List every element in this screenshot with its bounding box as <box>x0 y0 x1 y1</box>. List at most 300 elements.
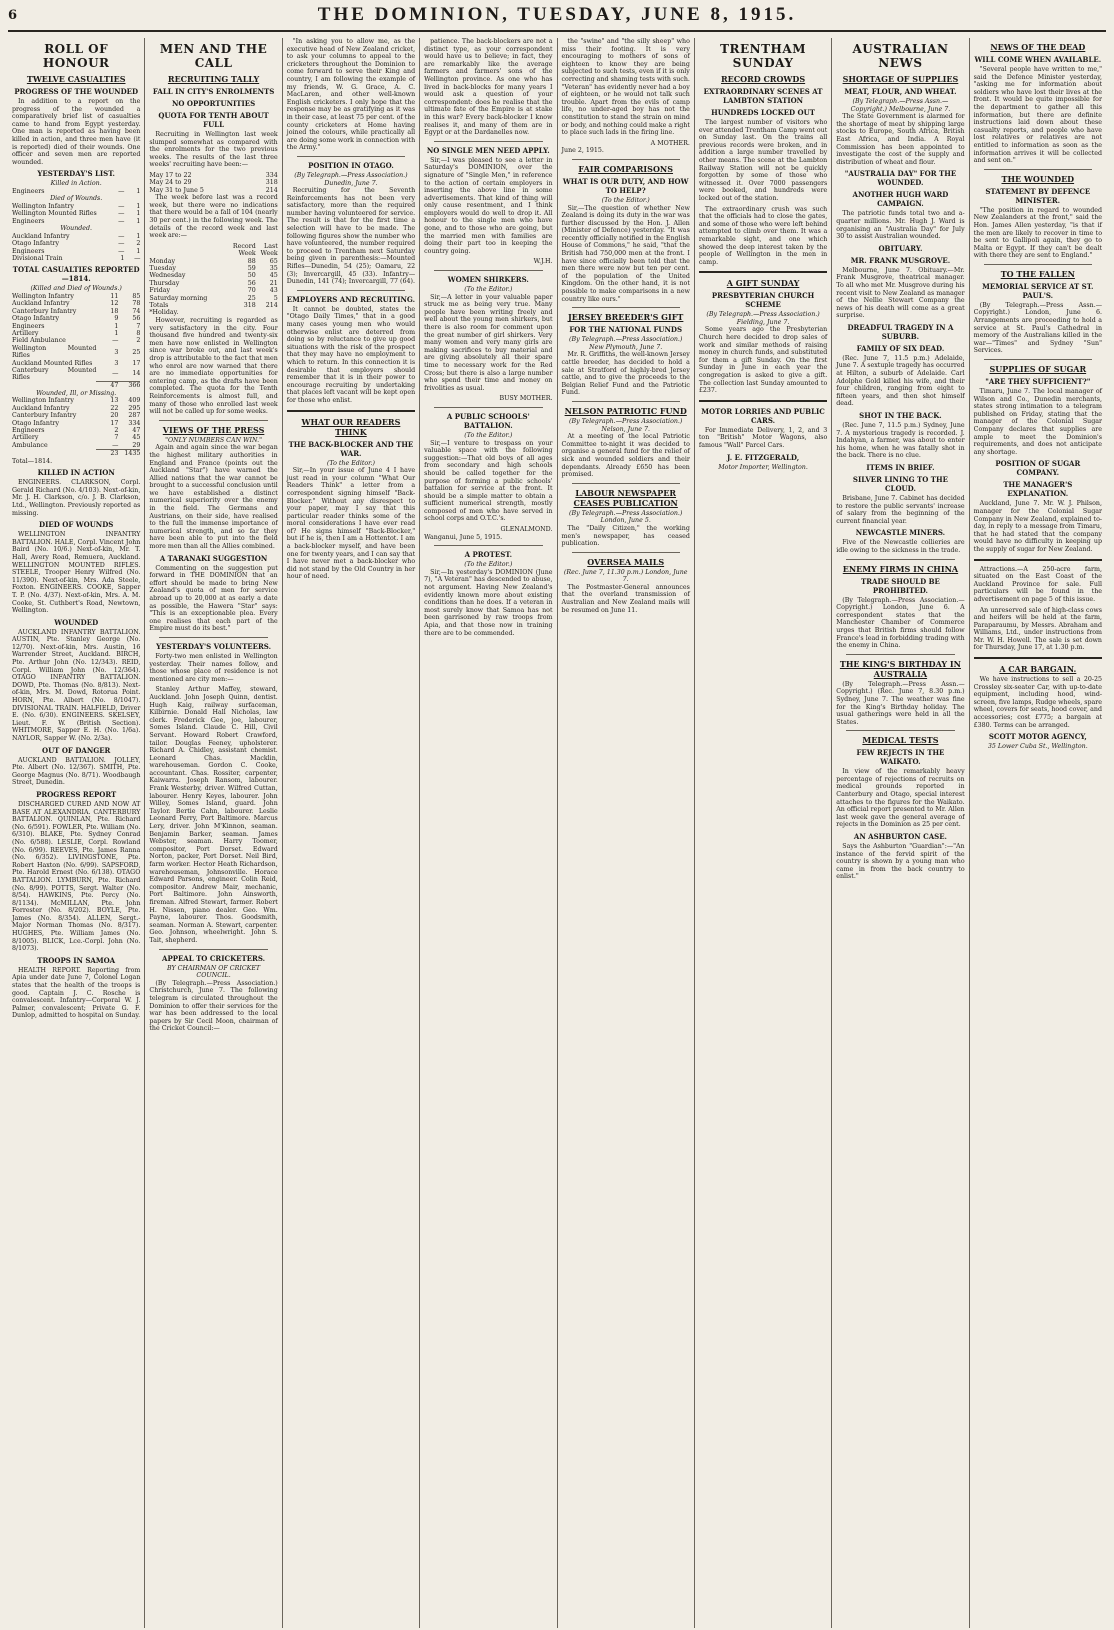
subheading: BY CHAIRMAN OF CRICKET COUNCIL. <box>166 964 261 980</box>
column-trentham-sunday <box>695 38 832 1628</box>
row-value: 366 <box>118 382 140 390</box>
row-label: Wellington Mounted Rifles <box>12 344 97 360</box>
row-label: Engineers <box>12 322 45 330</box>
table-row <box>149 302 277 309</box>
subheading: A PROTEST. <box>464 550 512 560</box>
dateline: (To the Editor.) <box>464 561 513 569</box>
row-value: — <box>112 441 119 449</box>
table-row <box>149 295 277 302</box>
article-headline: TRENTHAM SUNDAY <box>720 42 806 70</box>
table-row <box>149 243 277 258</box>
row-label: Divisional Train <box>12 254 63 262</box>
subheading: WHAT IS OUR DUTY, AND HOW TO HELP? <box>562 176 689 195</box>
subheading: STATEMENT BY DEFENCE MINISTER. <box>985 186 1091 205</box>
recruiting-weeks-table <box>149 172 277 194</box>
article-body: The Postmaster-General announces that the overland transmission of Australian and New Zealand mails will be resumed on June 11. <box>561 583 690 614</box>
subheading: "ARE THEY SUFFICIENT?" <box>985 377 1091 387</box>
advertiser-address: 35 Lower Cuba St., Wellington. <box>987 743 1088 751</box>
subheading: EXTRAORDINARY SCENES AT LAMBTON STATION <box>703 87 823 105</box>
table-row <box>12 420 140 427</box>
table-row <box>12 427 140 434</box>
advertisement-body: Attractions.—A 250-acre farm, situated on the East Coast of the Auckland Province for sale. Full particulars will be found in the advertisement on page 5 of this issue. <box>973 565 1102 603</box>
row-label: Wellington Mounted Rifles <box>12 210 97 218</box>
row-label: Otago Infantry <box>12 240 60 248</box>
table-row <box>149 187 277 194</box>
article-body: Commenting on the suggestion put forward in THE DOMINION that an effort should be made to bring New Zealand's quota of men for service abroad up to 20,000 at as early a date as possible, the Hawera "Star" says: "This is an exceptionable plea. Every one realises that each part of the Empire must do its best." <box>149 564 278 633</box>
table-row <box>12 367 140 382</box>
dateline: (By Telegraph.—Press Assn.—Copyright.) Melbourne, June 7. <box>850 98 951 113</box>
row-value: — <box>118 202 125 210</box>
subheading: PROGRESS OF THE WOUNDED <box>14 87 139 96</box>
table-row <box>12 330 140 337</box>
article-body: The patriotic funds total two and a-quarter millions. Mr. Hugh J. Ward is organising an "Australia Day" for July 30 to assist Australian wounded. <box>836 210 965 241</box>
row-label: Auckland Infantry <box>12 232 70 240</box>
row-label: Wellington Infantry <box>12 397 74 405</box>
column-4 <box>420 38 557 1628</box>
row-value: 23 <box>96 450 118 458</box>
footnote: *Holiday. <box>149 309 179 317</box>
row-value: 29 <box>132 441 141 449</box>
row-label: Canterbury Infantry <box>12 307 77 315</box>
row-label: Field Ambulance <box>12 337 66 345</box>
dateline: (To the Editor.) <box>464 431 513 439</box>
article-body: Sir,—I venture to trespass on your valuable space with the following suggestion:—That old boys of all ages from secondary and high schools should be called together for the purpose of forming a public schools' battalion for service at the front. It should be a simple matter to obtain a sufficient numerical strength, mostly composed of men who have served in school corps and O.T.C.'s. <box>424 439 553 523</box>
subheading: POSITION OF SUGAR COMPANY. <box>995 459 1081 478</box>
row-label: Wednesday <box>149 272 186 280</box>
row-label: Artillery <box>12 330 39 337</box>
dateline: (To the Editor.) <box>326 459 375 467</box>
article-headline: A GIFT SUNDAY <box>726 278 800 289</box>
row-value: 17 <box>132 359 141 367</box>
row-label: Thursday <box>149 279 180 287</box>
section-heading: WOUNDED <box>54 617 99 627</box>
row-value: 74 <box>132 307 141 315</box>
row-value: 35 <box>269 264 278 272</box>
row-value: 65 <box>269 257 278 265</box>
article-body: the "swine" and "the silly sheep" who miss their footing. It is very encouraging to mothers of sons of eighteen to know they are being subjected to such tests, even if it is only correcting and shaming tests with such. "Veteran" has evidently never had a boy of eighteen, or he would not talk such trouble. Apart from the evils of camp life, no under-aged boy has not the constitution to stand the strain on mind or body, and nothing could make a right to place such lads in the firing line. <box>561 38 690 137</box>
row-value: — <box>118 210 125 218</box>
row-value: 409 <box>128 397 141 405</box>
article-headline: NELSON PATRIOTIC FUND <box>564 405 687 416</box>
advertisement-body: For Immediate Delivery, 1, 2, and 3 ton "British" Motor Wagons, also famous "Wall" Parcel Cars. <box>698 426 828 449</box>
row-label: Engineers <box>12 426 45 434</box>
article-body: In view of the remarkably heavy percentage of rejections of recruits on medical grounds reported in Canterbury and Otago, special interest attaches to the figures for the Waikato. An official report presented to Mr. Allen last week gave the general average of rejects in the Dominion as 25 per cent. <box>836 768 965 829</box>
casualty-table <box>12 188 140 195</box>
subheading: Wounded, Ill, or Missing. <box>36 389 117 397</box>
table-row <box>149 172 277 179</box>
advertiser-name: SCOTT MOTOR AGENCY, <box>988 732 1087 742</box>
subheading: FALL IN CITY'S ENROLMENTS <box>152 87 275 96</box>
article-body: The largest number of visitors who ever attended Trentham Camp went out on Sunday last. On the trains all previous records were broken, and in addition a large number travelled by other means. The scene at the Lambton Railway Station will not be quickly forgotten by some of those who witnessed it. Over 7000 passengers were booked, and hundreds were locked out of the station. <box>698 119 828 202</box>
row-label: Engineers <box>12 217 45 225</box>
row-label: Monday <box>149 257 176 265</box>
article-headline: NEWS OF THE DEAD <box>990 42 1086 52</box>
subheading: (Killed and Died of Wounds.) <box>30 285 122 293</box>
article-body: The State Government is alarmed for the shortage of meat by shipping large stocks to Europe, South Africa, British East Africa, and India. A Royal Commission has been appointed to investigate the cost of the supply and distribution of wheat and flour. <box>836 113 965 166</box>
row-value: 318 <box>265 179 278 187</box>
row-label: Canterbury Infantry <box>12 412 77 420</box>
row-value: 17 <box>110 419 119 427</box>
row-value: 47 <box>132 426 141 434</box>
subheading: RECRUITING TALLY <box>167 74 260 84</box>
row-value: 20 <box>110 412 119 420</box>
subheading: A PUBLIC SCHOOLS' BATTALION. <box>446 411 530 430</box>
table-row <box>12 210 140 217</box>
article-body: Sir,—A letter in your valuable paper struck me as being very true. Many people have been writing freely and well about the young men shirkers, but there is also room for comment upon the great number of girl shirkers. Very many women and very many girls are making sacrifices to buy material and are giving absolutely all their spare time to necessary work for the Red Cross; but there is also a large number who spend their time and money on frivolities as usual. <box>424 293 553 392</box>
casualty-table <box>12 397 140 457</box>
dateline: (To the Editor.) <box>464 286 513 294</box>
section-body: HEALTH REPORT. Reporting from Apia under date June 7, Colonel Logan states that the health of the troops is good. Captain J. C. Rosche is convalescent. Infantry—Corporal W. J. Palmer, convalescent; Private G. F. Dunlop, admitted to hospital on Sunday. <box>12 966 141 1020</box>
subheading: EMPLOYERS AND RECRUITING. <box>286 294 416 304</box>
section-body: ENGINEERS. CLARKSON, Corpl. Gerald Richard (No. 4/103). Next-of-kin, Mr. J. H. Clarkson, c/o. J. B. Clarkson, Ltd., Wellington. Previously reported as missing. <box>12 479 141 517</box>
table-row <box>12 218 140 225</box>
dateline: (By Telegraph.—Press Association.) Nelson, June 7. <box>568 417 683 433</box>
row-value: 12 <box>110 300 119 308</box>
dateline: (By Telegraph.—Press Association.) Dunedin, June 7. <box>294 171 408 187</box>
subheading: Wounded. <box>60 225 93 233</box>
table-row <box>12 293 140 300</box>
row-value: 318 <box>243 302 256 309</box>
row-label: Auckland Infantry <box>12 404 70 412</box>
article-body: (By Telegraph.—Press Association.) Christchurch, June 7. The following telegram is circulated throughout the Dominion to offer their services for the war has been addressed to the local papers by Sir Cecil Moon, chairman of the Cricket Council:— <box>149 979 278 1033</box>
section-heading: PROGRESS REPORT <box>36 789 117 799</box>
signature-place: Wanganui, June 5, 1915. <box>424 533 503 541</box>
table-row <box>12 315 140 322</box>
article-body: "Several people have written to me," said the Defence Minister yesterday, "asking me for information about soldiers who have lost their lives at the front. It would be quite impossible for the department to gather all this information, but there are definite instructions laid down about these casualty reports, and people who have lost relatives or relatives are not entitled to information as soon as the information arrives it will be collected and sent on." <box>973 66 1102 165</box>
table-row <box>12 405 140 412</box>
masthead <box>8 0 1106 32</box>
row-value: 1 <box>114 322 119 330</box>
table-row <box>149 272 277 279</box>
table-row <box>12 203 140 210</box>
article-body: Sir,—I was pleased to see a letter in Saturday's DOMINION, over the signature of "Single Men," in reference to the action of certain employers in inserting the above line in some advertisements. That kind of thing will only cause resentment, and I think employers would do well to drop it. All honour to the single men who have gone, and to those who are going, but the married men with families are doing their part too in keeping the country going. <box>424 156 553 255</box>
volunteer-names: Stanley Arthur Maffey, steward, Auckland. John Joseph Quinn, dentist. Hugh Kaig, railway surfaceman, Kilbirnie. Donald Hall Nicholas, law clerk. Frederick Gee, joe, labourer, Somes Island. Claude C. Hill, Civil Servant. Howard Robert Crawford, tailor. Douglas Feeney, upholsterer. Richard A. Chidley, assistant chemist. Leonard Chas. Macklin, warehouseman. Gordon C. Cooke, accountant. Chas. Rossiter, carpenter, Kaiwarra. Joseph Ransom, labourer. Frank Westerby, driver. Wilfred Cuttan, labourer. Henry Keyes, labourer. John Willey, Somes Island, guard. John Taylor. Bertie Cahn, labourer. Leslie Leonard Perry, Port Baltimore. Marcus Lery, driver. John M'Kinnon, seaman. Benjamin Barker, seaman. James Webster, seaman. Harry Toomer, compositor, Port Dorset. Edward Norton, packer, Port Dorset. Neil Bird, farm worker. Hector Heath Richardson, warehouseman, Johnsonville. Horace Edward Parsons, engineer. Colin Reid, compositor. Andrew Mair, mechanic, Port Baltimore. John Ainsworth, fireman. Alfred Stewart, farmer. Robert H. Nissen, piano dealer. Geo. Wm. Payne, labourer. Thos. Goodsmith, seaman. Norman A. Stewart, carpenter. Geo. Johnson, wheelwright. John S. Tait, shepherd. <box>149 686 278 944</box>
row-label: Engineers <box>12 187 45 195</box>
subheading: TOTAL CASUALTIES REPORTED—1814. <box>12 265 140 284</box>
article-body: Sir,—In yesterday's DOMINION (June 7), "A Veteran" has descended to abuse, not argument. Having New Zealand's evidently known more about existing conditions than he does. If a veteran in most surely know that Samoa has not been garrisoned by raw troops from Apia, and that those now in training there are to be commended. <box>424 568 553 637</box>
row-value: — <box>112 370 119 378</box>
subheading: TWELVE CASUALTIES <box>26 74 126 84</box>
article-body: (By Telegraph.—Press Association.—Copyright.) London, June 6. A correspondent states that the Manchester Chamber of Commerce urges that British firms should follow France's lead in forbidding trading with the enemy in China. <box>836 596 965 650</box>
subheading: RECORD CROWDS <box>720 74 806 84</box>
subheading: ITEMS IN BRIEF. <box>866 463 935 472</box>
column-australian-news <box>832 38 969 1628</box>
row-value: 85 <box>132 292 141 300</box>
row-value: Last Week <box>260 242 278 258</box>
recruiting-days-table <box>149 243 277 310</box>
row-value: 50 <box>247 272 256 280</box>
article-headline: FAIR COMPARISONS <box>578 163 674 174</box>
page-number: 6 <box>8 7 18 23</box>
article-body: Mr. R. Griffiths, the well-known Jersey cattle breeder, has decided to hold a sale at Stratford of highly-bred Jersey cattle, and to give the proceeds to the Belgian Relief Fund and the Patriotic Fund. <box>561 351 690 397</box>
subheading: MEMORIAL SERVICE AT ST. PAUL'S. <box>982 281 1094 300</box>
row-value: 1435 <box>118 450 140 458</box>
row-label: May 24 to 29 <box>149 179 192 187</box>
article-headline: AUSTRALIAN NEWS <box>852 42 949 70</box>
row-value: 1 <box>136 247 141 255</box>
row-value: 18 <box>110 307 119 315</box>
subheading: DREADFUL TRAGEDY IN A SUBURB. <box>847 322 954 341</box>
subheading: YESTERDAY'S LIST. <box>37 169 115 179</box>
article-headline: MEDICAL TESTS <box>862 735 939 746</box>
row-value: 287 <box>128 412 141 420</box>
columns <box>8 38 1106 1628</box>
article-body: Recruiting for the Seventh Reinforcements has not been very satisfactory, more than the required number having volunteered for service. The result is that for the first time a selection will have to be made. The following figures show the number who have volunteered, the number required to proceed to Trentham next Saturday being given in parenthesis:—Mounted Rifles—Dunedin, 54 (25); Oamaru, 22 (3); Invercargill, 45 (33). Infantry—Dunedin, 141 (74); Invercargill, 77 (64). <box>286 187 416 286</box>
row-value: 334 <box>128 419 141 427</box>
subheading: TRADE SHOULD BE PROHIBITED. <box>861 576 940 595</box>
row-value: 56 <box>247 279 256 287</box>
article-body: The week before last was a record week, but there were no indications that there would be a fall of 104 (nearly 30 per cent.) in the following week. The details of the record week and last week are:— <box>149 194 278 240</box>
article-body: Brisbane, June 7. Cabinet has decided to restore the public servants' increase of salary from the beginning of the current financial year. <box>836 495 965 525</box>
article-body: It cannot be doubted, states the "Otago Daily Times," that in a good many cases young men who would otherwise enlist are deterred from doing so by reluctance to give up good situations with the risk of the prospect that they may have no employment to which to return. In this connection it is desirable that employers should remember that it is in their power to encourage recruiting by undertaking that places left vacant will be kept open for those who enlist. <box>286 305 416 404</box>
row-value: 45 <box>132 434 141 442</box>
article-body: In addition to a report on the progress of the wounded a comparatively brief list of casualties came to hand from Egypt yesterday. One man is reported as having been killed in action, and three men have (it is reported) died of their wounds. One officer and seven men are reported wounded. <box>12 98 141 166</box>
article-headline: TO THE FALLEN <box>1000 268 1075 279</box>
article-body: Some years ago the Presbyterian Church here decided to drop sales of work and similar methods of raising money in church funds, and substituted for them a gift Sunday. On the first Sunday in June in each year the congregation is asked to give a gift. The collection last Sunday amounted to £237. <box>698 326 828 395</box>
row-value: 25 <box>247 294 256 302</box>
table-row <box>149 258 277 265</box>
row-value: 11 <box>110 292 119 300</box>
section-body: AUCKLAND INFANTRY BATTALION. AUSTIN, Pte. Stanley George (No. 12/70). Next-of-kin, Mrs. Austin, 16 Warrender Street, Auckland. BIRCH, Pte. Arthur John (No. 12/343). REID, Corpl. William John (No. 12/364). OTAGO INFANTRY BATTALION. DOWD, Pte. Thomas (No. 8/813). Next-of-kin, Mrs. M. Dowd, Rotorua Point. HORN, Pte. Albert (No. 8/1047). DIVISIONAL TRAIN. HALFIELD, Driver E. (No. 6/30). ENGINEERS. SKELSEY, Lieut. F. W. (British Section). WHITMORE, Sapper E. H. (No. 1/6a). NAYLOR, Sapper W. (No. 2/3a). <box>12 628 141 742</box>
row-value: 47 <box>96 382 118 390</box>
row-value: 3 <box>114 359 119 367</box>
row-value: 1 <box>136 202 141 210</box>
row-value: 1 <box>136 187 141 195</box>
article-body: Melbourne, June 7. Obituary.—Mr. Frank Musgrove, theatrical manager. To all who met Mr. Musgrove during his recent visit to New Zealand as manager of the Nellie Stewart Company the news of his death will come as a great surprise. <box>836 266 965 320</box>
row-value: 5 <box>273 294 278 302</box>
table-row <box>149 280 277 287</box>
subheading: APPEAL TO CRICKETERS. <box>162 953 266 963</box>
article-body: The extraordinary crush was such that the officials had to close the gates, and some of those who were left behind attempted to climb over them. It was a remarkable sight, and one which showed the deep interest taken by the people of Wellington in the men in camp. <box>698 205 828 266</box>
article-body: (By Telegraph.—Press Assn.—Copyright.) London, June 6. Arrangements are proceeding to hold a service at St. Paul's Cathedral in memory of the Australians killed in the war—"Times" and Sydney "Sun" Services. <box>973 301 1102 355</box>
column-3 <box>283 38 420 1628</box>
column-8 <box>970 38 1106 1628</box>
article-body: At a meeting of the local Patriotic Committee to-night it was decided to organise a general fund for the relief of sick and wounded soldiers and their dependants. Already £650 has been promised. <box>561 433 690 479</box>
article-headline: JERSEY BREEDER'S GIFT <box>567 312 684 323</box>
article-body: Forty-two men enlisted in Wellington yesterday. Their names follow, and those whose place of residence is not mentioned are city men:— <box>149 652 278 683</box>
advertisement-body: An unreserved sale of high-class cows and heifers will be held at the farm, Paraparaumu, by Messrs. Abraham and Williams, Ltd., under instructions from Mr. W. H. Howell. The sale is set down for Thursday, June 17, at 1.30 p.m. <box>973 606 1102 652</box>
row-value: 295 <box>128 404 141 412</box>
article-headline: ROLL OF HONOUR <box>42 42 110 70</box>
row-value: 7 <box>136 322 141 330</box>
subheading: THE MANAGER'S EXPLANATION. <box>1003 480 1073 499</box>
row-value: — <box>118 232 125 240</box>
article-body: Again and again since the war began the highest military authorities in England and France (points out the Auckland "Star") have warned the Allied nations that the war cannot be brought to a successful conclusion until we have established a distinct numerical superiority over the enemy in the field. The Germans and Austrians, on their side, have realised to the full the immense importance of numerical strength, and so far they have been able to put into the field more men than all the Allies combined. <box>149 444 278 551</box>
subheading: "ONLY NUMBERS CAN WIN." <box>165 436 263 444</box>
row-label: Otago Infantry <box>12 419 60 427</box>
row-label: Auckland Mounted Rifles <box>12 359 93 367</box>
casualty-table <box>12 203 140 225</box>
section-body: DISCHARGED CURED AND NOW AT BASE AT ALEXANDRIA. CANTERBURY BATTALION. QUINLAN, Pte. Richard (No. 6/591). FOWLER, Pte. William (No. 6/310). BLAKE, Pte. Sydney Conrad (No. 6/588). LESLIE, Corpl. Rowland (No. 6/99). REEVES, Pte. James Ranna (No. 6/352). LIVINGSTONE, Pte. Robert Haxton (No. 6/99). SAPSFORD, Pte. Harold Ernest (No. 6/138). OTAGO BATTALION. LYMBURN, Pte. Richard (No. 8/99). POTTS, Sergt. Walter (No. 8/54). HAWKINS, Pte. Percy (No. 8/1134). McMILLAN, Pte. John Forrester (No. 8/202). BOYLE, Pte. James (No. 8/354). ALLEN, Sergt.-Major Norman Thomas (No. 8/317). HUGHES, Pte. William James (No. 8/1005). BLICK, Lce.-Corpl. John (No. 8/1073). <box>12 800 141 953</box>
row-value: — <box>112 337 119 345</box>
subheading: THE BACK-BLOCKER AND THE WAR. <box>288 439 414 458</box>
article-headline: WHAT OUR READERS THINK <box>301 416 401 437</box>
article-headline: OVERSEA MAILS <box>587 556 665 567</box>
dateline: (By Telegraph.—Press Association.) Fielding, June 7. <box>706 311 820 326</box>
subheading: FAMILY OF SIX DEAD. <box>856 343 945 353</box>
row-value: 1 <box>114 330 119 337</box>
section-heading: KILLED IN ACTION <box>37 468 115 478</box>
table-row <box>149 265 277 272</box>
signature: W.J.H. <box>533 258 553 266</box>
table-row <box>149 179 277 186</box>
row-value: 8 <box>136 330 141 337</box>
row-label: Friday <box>149 287 171 295</box>
row-label: May 17 to 22 <box>149 171 192 179</box>
casualty-table <box>12 233 140 263</box>
subheading: FEW REJECTS IN THE WAIKATO. <box>856 748 945 767</box>
casualty-table <box>12 293 140 390</box>
row-value: 43 <box>269 287 278 295</box>
article-body: (Rec. June 7, 11.5 p.m.) Adelaide, June 7. A sextuple tragedy has occurred at Hilton, a suburb of Adelaide. Carl Adolphe Gold killed his wife, and their four children, ranging from eight to fifteen years, and then shot himself dead. <box>836 354 965 408</box>
column-roll-of-honour <box>8 38 145 1628</box>
table-row <box>12 240 140 247</box>
advertiser-title: Motor Importer, Wellington. <box>718 463 808 471</box>
subheading: A TARANAKI SUGGESTION <box>159 553 268 563</box>
row-value: 59 <box>247 264 256 272</box>
table-row <box>12 434 140 441</box>
table-row <box>12 337 140 344</box>
table-row <box>12 233 140 240</box>
article-headline: THE KING'S BIRTHDAY IN AUSTRALIA <box>839 658 961 679</box>
row-label: Tuesday <box>149 264 176 272</box>
article-body: Says the Ashburton "Guardian":—"An instance of the fervid spirit of the country is shown by a young man who came in from the back country to enlist." <box>836 843 965 881</box>
row-label: Otago Infantry <box>12 315 60 323</box>
row-value: 13 <box>110 397 119 405</box>
signature: BUSY MOTHER. <box>499 395 553 403</box>
subheading: ANOTHER HUGH WARD CAMPAIGN. <box>852 190 949 209</box>
row-value: 1 <box>120 254 125 262</box>
subheading: VIEWS OF THE PRESS <box>162 424 265 435</box>
subheading: SHOT IN THE BACK. <box>859 411 942 421</box>
table-row <box>12 248 140 255</box>
subheading: PRESBYTERIAN CHURCH SCHEME <box>711 291 815 310</box>
article-body: Auckland, June 7. Mr. W. J. Philson, manager for the Colonial Sugar Company in New Zealand, explained to-day, in reply to a message from Timaru, that he had stated that the company would have no difficulty in keeping up the supply of sugar for New Zealand. <box>973 500 1102 553</box>
dateline: (By Telegraph.—Press Association.) London, June 5. <box>568 509 683 525</box>
subheading: SHORTAGE OF SUPPLIES <box>842 74 959 84</box>
article-body: (By Telegraph.—Press Assn.—Copyright.) (Rec. June 7, 8.30 p.m.) Sydney, June 7. The weather was fine for the King's Birthday holiday. The usual gatherings were held in all the States. <box>836 680 965 726</box>
row-label: Artillery <box>12 434 39 442</box>
article-body: patience. The back-blockers are not a distinct type, as your correspondent would have us to believe; in fact, they are remarkably like the average farmers and farmers' sons of the Wellington province. As one who has lived in back-blocks for many years I would ask a question of your correspondent: does he realise that the ultimate fate of the Empire is at stake in this war? Every back-blocker I know realises it, and many of them are in Egypt or at the Dardanelles now. <box>424 38 553 137</box>
article-body: "The position in regard to wounded New Zealanders at the front," said the Hon. James Allen yesterday, "is that if the men are likely to recover in time to be sent to Gallipoli again, they go to Malta or Egypt. If they can't be dealt with there they are sent to England." <box>973 206 1102 260</box>
subheading: Died of Wounds. <box>50 195 103 203</box>
signature: GLENALMOND. <box>500 526 553 534</box>
subheading: "AUSTRALIA DAY" FOR THE WOUNDED. <box>844 169 957 188</box>
advertisement-body: We have instructions to sell a 20-25 Crossley six-seater Car, with up-to-date equipment, including hood, wind-screen, five lamps, Rudge wheels, spare wheel, covers for seats, hood cover, and accessories; cost £775; a bargain at £380. Terms can be arranged. <box>973 676 1102 729</box>
table-row <box>12 442 140 450</box>
subheading: WILL COME WHEN AVAILABLE. <box>974 55 1102 64</box>
article-body: Five of the Newcastle collieries are idle owing to the sickness in the trade. <box>836 539 965 554</box>
table-row <box>12 360 140 367</box>
article-headline: LABOUR NEWSPAPER CEASES PUBLICATION <box>573 487 678 508</box>
row-value: 56 <box>132 315 141 323</box>
article-body: The "Daily Citizen," the working men's newspaper, has ceased publication. <box>561 524 690 548</box>
article-body: "In asking you to allow me, as the executive head of New Zealand cricket, to ask your columns to appeal to the cricketers throughout the Dominion to come forward to serve their King and country, I am following the example of my friends, W. G. Grace, A. C. MacLaren, and other well-known English cricketers. I only hope that the response may be as gratifying as it was in their case, at least 75 per cent. of the county cricketers at Home having joined the colours, while practically all are doing some work in connection with the Army." <box>286 38 416 152</box>
subheading: SILVER LINING TO THE CLOUD. <box>852 475 948 493</box>
column-men-and-the-call <box>145 38 282 1628</box>
section-heading: OUT OF DANGER <box>41 745 111 755</box>
article-headline: THE WOUNDED <box>1001 173 1075 184</box>
article-headline: MEN AND THE CALL <box>159 42 268 70</box>
row-value: 70 <box>247 287 256 295</box>
article-body: Timaru, June 7. The local manager of Wilson and Co., Dunedin merchants, states strong intimation to a telegram published on Friday, stating that the manager of the Colonial Sugar Company declares that supplies are ample to meet the Dominion's requirements, and does not anticipate any shortage. <box>973 388 1102 456</box>
subheading: POSITION IN OTAGO. <box>308 160 394 170</box>
advertisement-heading: A CAR BARGAIN. <box>999 664 1077 675</box>
advertiser-name: J. E. FITZGERALD, <box>726 452 800 462</box>
article-body: Recruiting in Wellington last week slumped somewhat as compared with the enrolments for the two previous weeks. The results of the last three weeks' recruiting have been:— <box>149 131 278 169</box>
row-value: 1 <box>136 210 141 218</box>
total-line: Total—1814. <box>12 457 53 465</box>
row-label <box>149 243 233 258</box>
row-value: 7 <box>114 434 119 442</box>
article-headline: ENEMY FIRMS IN CHINA <box>842 563 959 574</box>
row-value: — <box>118 187 125 195</box>
dateline: (Rec. June 7, 11.30 p.m.) London, June 7. <box>563 568 688 584</box>
table-row <box>12 255 140 262</box>
column-5 <box>558 38 695 1628</box>
subheading: NO OPPORTUNITIES <box>171 99 256 108</box>
row-value: 214 <box>265 302 278 309</box>
row-label: Ambulance <box>12 442 48 450</box>
row-value: 21 <box>269 279 278 287</box>
row-value: 3 <box>114 348 119 356</box>
section-heading: TROOPS IN SAMOA <box>37 955 116 965</box>
dateline: (To the Editor.) <box>601 196 650 204</box>
row-value: 1 <box>136 232 141 240</box>
subheading: WOMEN SHIRKERS. <box>447 275 529 285</box>
row-label: Engineers <box>12 247 45 255</box>
advertisement-heading: MOTOR LORRIES AND PUBLIC CARS. <box>701 406 825 425</box>
subheading: MR. FRANK MUSGROVE. <box>850 255 951 265</box>
row-value: 1 <box>136 217 141 225</box>
row-value: 334 <box>265 171 278 179</box>
subheading: NEWCASTLE MINERS. <box>855 528 946 538</box>
table-row <box>12 308 140 315</box>
row-value: 14 <box>132 370 141 378</box>
row-label: Totals <box>149 302 169 309</box>
row-value: 78 <box>132 300 141 308</box>
table-row <box>12 323 140 330</box>
row-value: 2 <box>136 240 141 248</box>
subheading: AN ASHBURTON CASE. <box>853 832 947 842</box>
row-value: — <box>118 217 125 225</box>
article-headline: SUPPLIES OF SUGAR <box>989 364 1087 375</box>
row-label: May 31 to June 5 <box>149 186 204 194</box>
section-heading: DIED OF WOUNDS <box>39 520 114 530</box>
table-row <box>149 287 277 294</box>
subheading: MEAT, FLOUR, AND WHEAT. <box>844 87 957 96</box>
subheading: YESTERDAY'S VOLUNTEERS. <box>156 641 272 651</box>
row-label: Saturday morning <box>149 294 208 302</box>
row-value: 22 <box>110 404 119 412</box>
subheading: QUOTA FOR TENTH ABOUT FULL <box>158 111 269 129</box>
row-value: — <box>134 254 141 262</box>
article-body: Sir,—The question of whether New Zealand is doing its duty in the war was further discussed by the Hon. J. Allen (Minister of Defence) yesterday. "It was recently officially notified in the English House of Commons," he said, "that the British had 750,000 men at the front. I have since officially been told that the men there were now but ten per cent. of the population of the United Kingdom. On the other hand, it is not possible to make comparisons in a new country like ours." <box>561 204 690 303</box>
row-value: 214 <box>265 186 278 194</box>
row-label: Canterbury Mounted Rifles <box>12 367 97 382</box>
table-row <box>12 188 140 195</box>
row-label: Wellington Infantry <box>12 202 74 210</box>
article-body: Sir,—In your issue of June 4 I have just read in your column "What Our Readers Think" a letter from a correspondent signing himself "Back-Blocker." Without any disrespect to your paper, may I say that this particular reader thinks some of the moral considerations I have ever read of? He signs himself "Back-Blocker," but if he is, then I am a Hottentot. I am a back-blocker myself, and have been one for twenty years, and I can say that I have never met a back-blocker who did not stand by the Old Country in her hour of need. <box>286 467 416 581</box>
row-value: 2 <box>136 337 141 345</box>
total-row <box>12 450 140 458</box>
row-value: 2 <box>114 426 119 434</box>
row-value: 25 <box>132 348 141 356</box>
table-row <box>12 345 140 360</box>
signature-place: June 2, 1915. <box>561 147 604 155</box>
subheading: HUNDREDS LOCKED OUT <box>711 108 815 117</box>
row-value: 9 <box>114 315 119 323</box>
